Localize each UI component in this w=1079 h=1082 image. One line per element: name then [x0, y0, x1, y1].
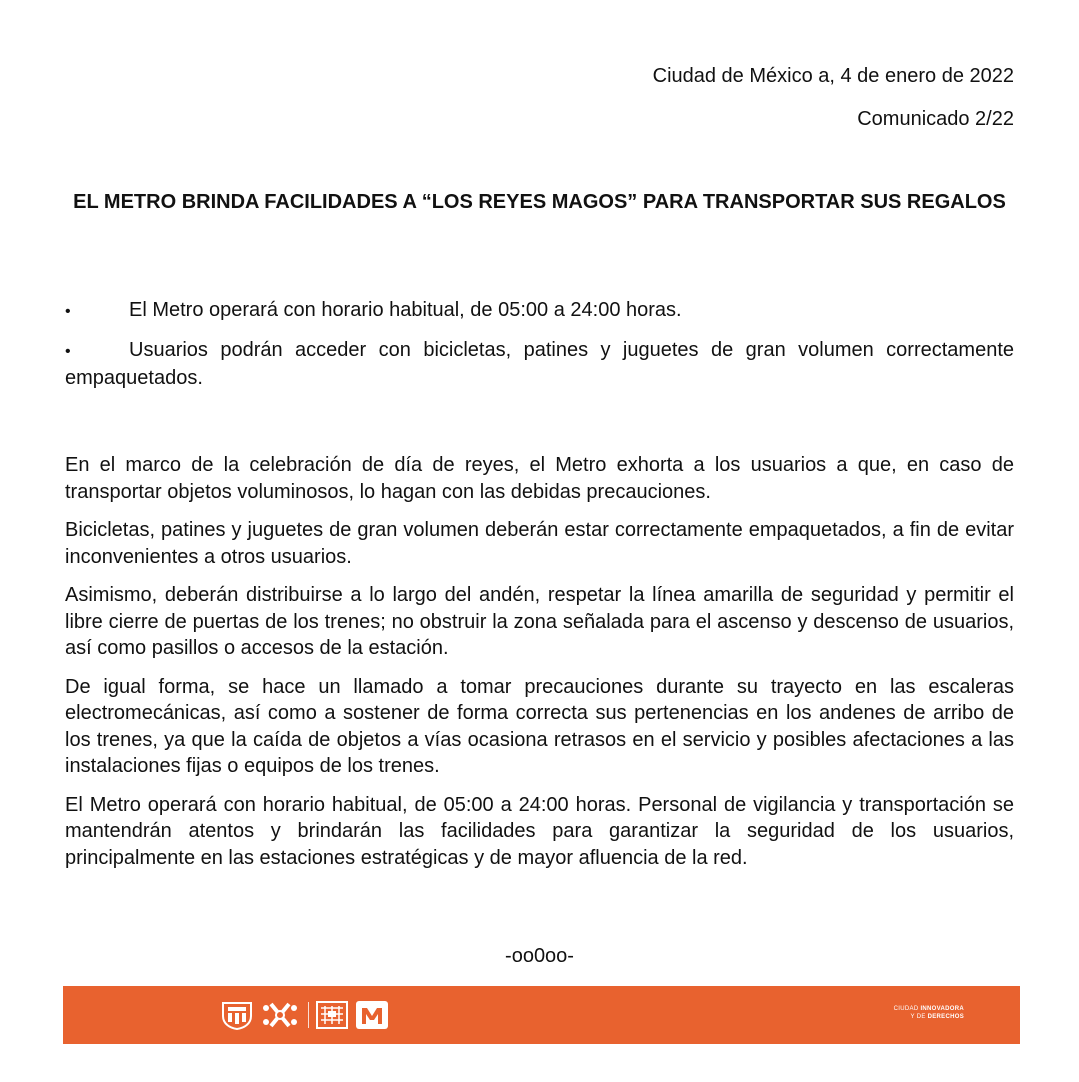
- bullet-list: [65, 297, 1014, 403]
- bullet-text: Usuarios podrán acceder con bicicletas, patines y juguetes de gran volumen correctamente empaquetados.: [65, 339, 1014, 389]
- closing-mark: -oo0oo-: [505, 945, 574, 967]
- comunicado-number: Comunicado 2/22: [857, 108, 1014, 130]
- headline: EL METRO BRINDA FACILIDADES A “LOS REYES MAGOS” PARA TRANSPORTAR SUS REGALOS: [73, 191, 1006, 213]
- paragraph: El Metro operará con horario habitual, de 05:00 a 24:00 horas. Personal de vigilancia y transportación se mantendrán atentos y brindarán las facilidades para garantizar la seguridad de los usuarios, principalmente en las estaciones estratégicas y de mayor afluencia de la red.: [65, 793, 1014, 869]
- paragraph: De igual forma, se hace un llamado a tomar precauciones durante su trayecto en las escaleras electromecánicas, así como a sostener de forma correcta sus pertenencias en los andenes de arribo de los trenes, ya que la caída de objetos a vías ocasiona retrasos en el servicio y posibles afectaciones a las instalaciones fijas o equipos de los trenes.: [65, 675, 1014, 777]
- bullet-item: [65, 297, 1014, 325]
- metro-logo-icon: [355, 1000, 389, 1030]
- bullet-text: El Metro operará con horario habitual, de 05:00 a 24:00 horas.: [129, 299, 682, 321]
- tagline-line-2: Y DE DERECHOS: [910, 1014, 964, 1020]
- logo-divider: [308, 1002, 309, 1028]
- bullet-item: [65, 337, 1014, 391]
- paragraph: Bicicletas, patines y juguetes de gran volumen deberán estar correctamente empaquetados, a fin de evitar inconvenientes a otros usuarios.: [65, 519, 1014, 568]
- body-text: [65, 452, 1014, 883]
- cdmx-pattern-icon: [260, 1000, 300, 1030]
- paragraph: Asimismo, deberán distribuirse a lo largo del andén, respetar la línea amarilla de seguridad y permitir el libre cierre de puertas de los trenes; no obstruir la zona señalada para el ascenso y descenso de usuarios, así como pasillos o accesos de la estación.: [65, 584, 1014, 659]
- bullet-icon: •: [65, 303, 71, 320]
- paragraph: En el marco de la celebración de día de reyes, el Metro exhorta a los usuarios a que, en caso de transportar objetos voluminosos, lo hagan con las debidas precauciones.: [65, 454, 1014, 503]
- date-line: Ciudad de México a, 4 de enero de 2022: [652, 65, 1014, 87]
- bullet-icon: •: [65, 343, 71, 360]
- mexico-city-glyph-icon: [315, 1000, 349, 1030]
- tagline-line-1: CIUDAD INNOVADORA: [893, 1006, 964, 1012]
- footer-logos: [220, 1000, 395, 1030]
- footer-bar: [63, 986, 1020, 1044]
- footer-tagline: [894, 1005, 964, 1021]
- cdmx-shield-icon: [220, 1000, 254, 1030]
